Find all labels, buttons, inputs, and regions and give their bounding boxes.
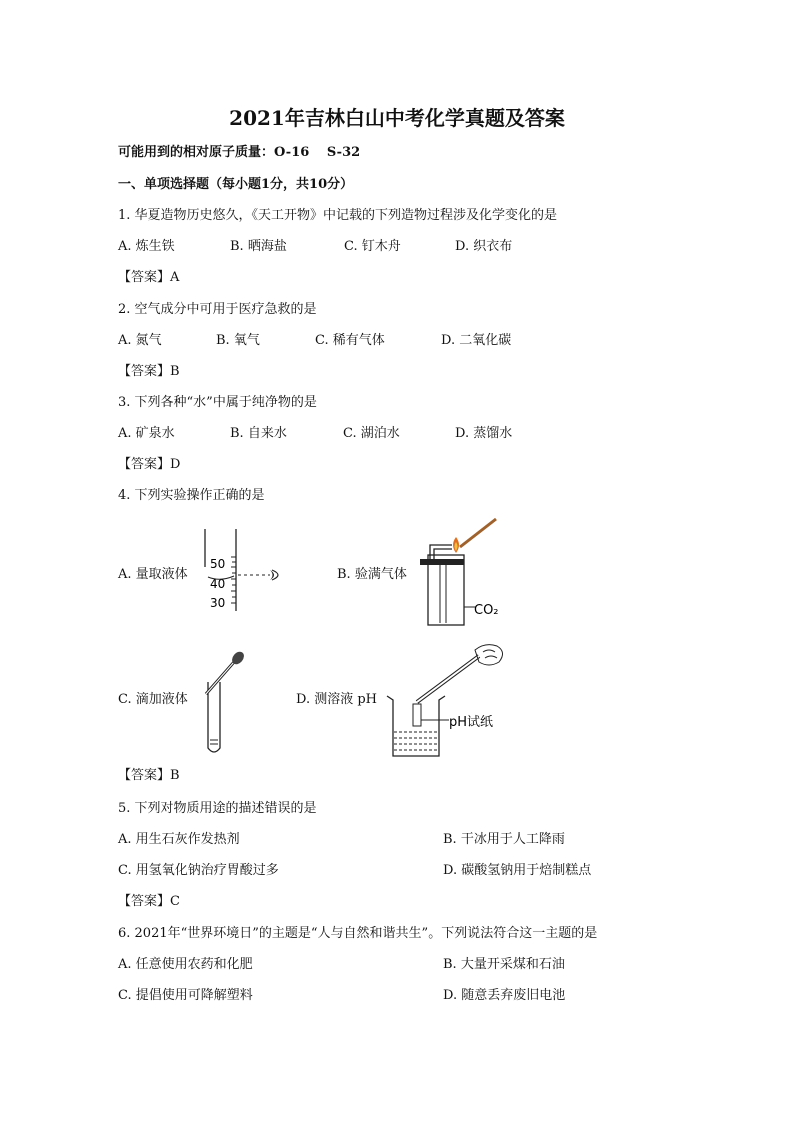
q5-option-b: B. 干冰用于人工降雨 (443, 832, 565, 847)
atomic-mass-note: 可能用到的相对原子质量：O-16 S-32 (118, 145, 361, 160)
q6-option-b: B. 大量开采煤和石油 (443, 957, 565, 972)
q2-option-d: D. 二氧化碳 (441, 333, 512, 348)
q4-answer: 【答案】B (118, 768, 180, 783)
q1-option-c: C. 钉木舟 (344, 239, 401, 254)
q1-option-a: A. 炼生铁 (118, 239, 175, 254)
q2-option-a: A. 氮气 (118, 333, 162, 348)
question-3-stem: 3. 下列各种“水”中属于纯净物的是 (118, 395, 317, 410)
q5-option-d: D. 碳酸氢钠用于焙制糕点 (443, 863, 592, 878)
ph-test-figure (385, 638, 515, 763)
question-1-stem: 1. 华夏造物历史悠久，《天工开物》中记载的下列造物过程涉及化学变化的是 (118, 208, 558, 223)
q2-option-b: B. 氧气 (216, 333, 260, 348)
question-2-stem: 2. 空气成分中可用于医疗急救的是 (118, 302, 317, 317)
q3-option-d: D. 蒸馏水 (455, 426, 513, 441)
q4-option-b: B. 验满气体 (337, 567, 407, 582)
ph-paper-label: pH试纸 (449, 715, 494, 730)
q3-option-c: C. 湖泊水 (343, 426, 400, 441)
q4-option-d: D. 测溶液 pH (296, 692, 378, 707)
q4-option-c: C. 滴加液体 (118, 692, 188, 707)
cylinder-mark-40: 40 (210, 577, 226, 591)
q1-answer: 【答案】A (118, 270, 180, 285)
q6-option-c: C. 提倡使用可降解塑料 (118, 988, 253, 1003)
cylinder-mark-30: 30 (210, 596, 226, 610)
q3-answer: 【答案】D (118, 457, 181, 472)
question-6-stem: 6. 2021年“世界环境日”的主题是“人与自然和谐共生”。下列说法符合这一主题的是 (118, 926, 598, 941)
question-4-stem: 4. 下列实验操作正确的是 (118, 488, 265, 503)
q5-answer: 【答案】C (118, 894, 180, 909)
cylinder-reading-figure (200, 527, 300, 617)
page-title: 2021年吉林白山中考化学真题及答案 (229, 106, 565, 130)
q1-option-b: B. 晒海盐 (230, 239, 287, 254)
question-5-stem: 5. 下列对物质用途的描述错误的是 (118, 801, 317, 816)
q4-option-a: A. 量取液体 (118, 567, 188, 582)
q2-answer: 【答案】B (118, 364, 180, 379)
q1-option-d: D. 织衣布 (455, 239, 513, 254)
q3-option-b: B. 自来水 (230, 426, 287, 441)
q6-option-a: A. 任意使用农药和化肥 (118, 957, 253, 972)
gas-bottle-figure (416, 515, 526, 630)
q3-option-a: A. 矿泉水 (118, 426, 175, 441)
cylinder-mark-50: 50 (210, 557, 226, 571)
q6-option-d: D. 随意丢弃废旧电池 (443, 988, 566, 1003)
section-heading: 一、单项选择题（每小题1分，共10分） (118, 177, 354, 192)
co2-label: CO₂ (474, 603, 499, 618)
dropper-figure (196, 650, 256, 760)
q5-option-c: C. 用氢氧化钠治疗胃酸过多 (118, 863, 279, 878)
q5-option-a: A. 用生石灰作发热剂 (118, 832, 240, 847)
q2-option-c: C. 稀有气体 (315, 333, 385, 348)
